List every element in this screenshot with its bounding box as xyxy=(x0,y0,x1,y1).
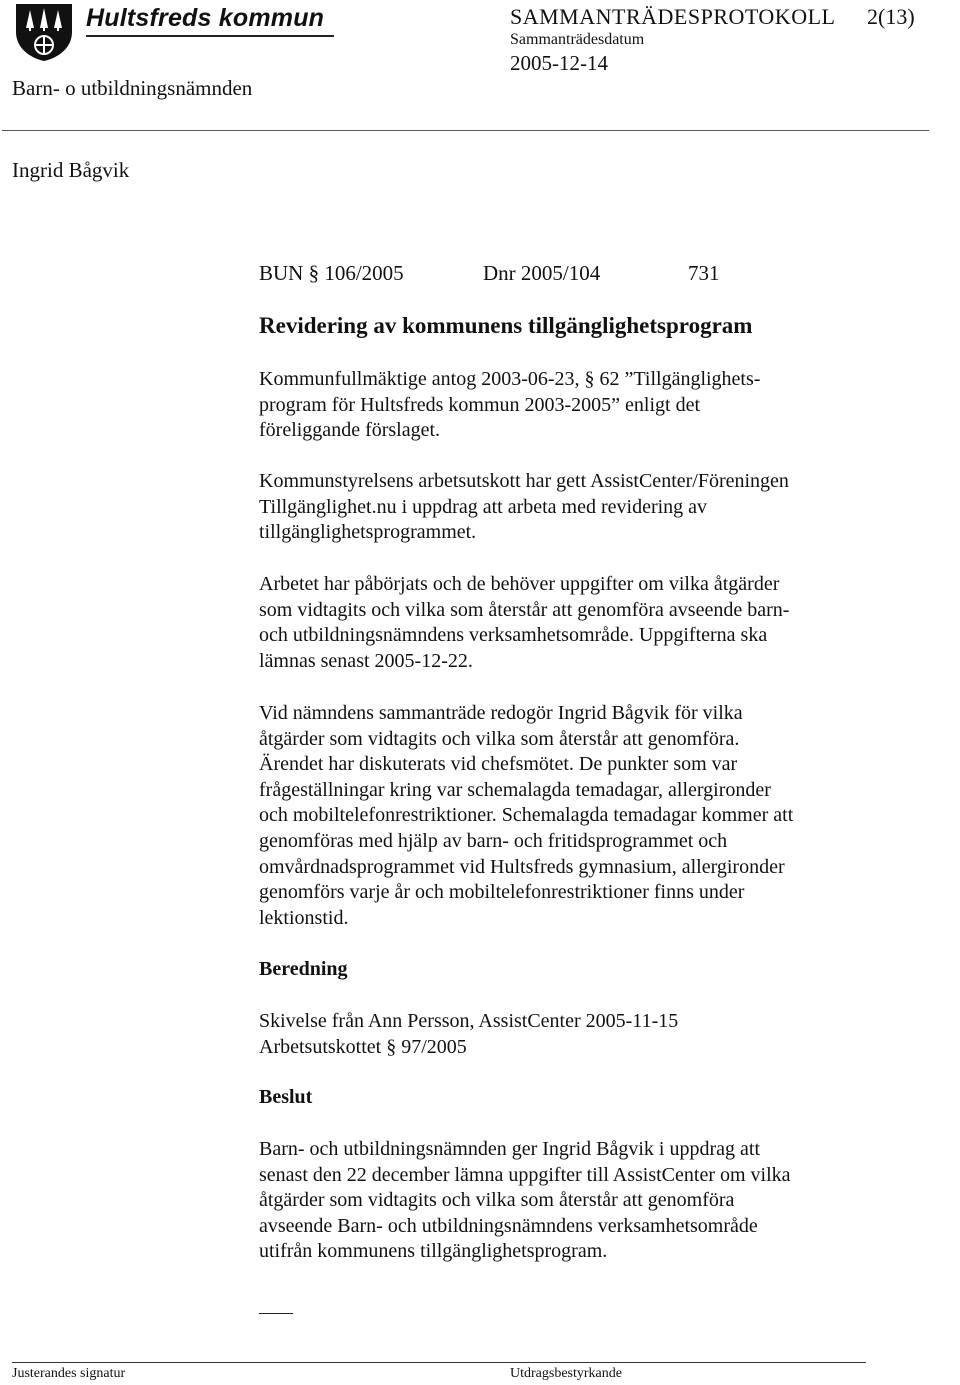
paragraph-line: som vidtagits och vilka som återstår att genomföra avseende barn- xyxy=(259,598,790,621)
paragraph-line: Tillgänglighet.nu i uppdrag att arbeta med revidering av xyxy=(259,495,708,518)
document-title: SAMMANTRÄDESPROTOKOLL xyxy=(510,4,836,29)
brand-underline xyxy=(86,35,334,37)
paragraph-line: utifrån kommunens tillgänglighetsprogram. xyxy=(259,1240,608,1263)
paragraph-line: Kommunfullmäktige antog 2003-06-23, § 62 ”Tillgänglighets- xyxy=(259,368,761,390)
paragraph-line: omvårdnadsprogrammet vid Hultsfreds gymnasium, allergironder xyxy=(259,855,785,878)
paragraph-line: genomföras med hjälp av barn- och fritidsprogrammet och xyxy=(259,829,728,852)
beredning-body xyxy=(259,1009,899,1060)
paragraph-line: lämnas senast 2005-12-22. xyxy=(259,649,473,672)
municipal-crest-icon xyxy=(12,2,76,62)
paragraph-line: Barn- och utbildningsnämnden ger Ingrid Bågvik i uppdrag att xyxy=(259,1138,761,1160)
paragraph-line: Skivelse från Ann Persson, AssistCenter 2005-11-15 xyxy=(259,1010,679,1032)
organization-name: Barn- o utbildningsnämnden xyxy=(12,76,253,100)
paragraph-line: genomförs varje år och mobiltelefonrestriktioner finns under xyxy=(259,881,745,904)
paragraph-2 xyxy=(259,469,899,546)
paragraph-1 xyxy=(259,367,899,444)
paragraph-line: åtgärder som vidtagits och vilka som återstår att genomföra xyxy=(259,1189,735,1212)
archive-code: 731 xyxy=(688,261,720,285)
paragraph-line: program för Hultsfreds kommun 2003-2005” enligt det xyxy=(259,393,701,416)
paragraph-line: lektionstid. xyxy=(259,906,349,929)
bun-reference: BUN § 106/2005 xyxy=(259,261,404,285)
paragraph-line: senast den 22 december lämna uppgifter till AssistCenter om vilka xyxy=(259,1163,791,1186)
paragraph-line: frågeställningar kring var schemalagda temadagar, allergironder xyxy=(259,778,771,801)
paragraph-3 xyxy=(259,572,899,674)
end-marker xyxy=(259,1313,293,1314)
beredning-heading: Beredning xyxy=(259,958,348,980)
paragraph-4 xyxy=(259,701,899,931)
dnr-reference: Dnr 2005/104 xyxy=(483,261,601,285)
paragraph-line: Ärendet har diskuterats vid chefsmötet. De punkter som var xyxy=(259,753,738,776)
paragraph-line: Arbetsutskottet § 97/2005 xyxy=(259,1035,467,1058)
paragraph-line: tillgänglighetsprogrammet. xyxy=(259,521,477,544)
footer-signature-label: Justerandes signatur xyxy=(12,1366,126,1381)
section-heading: Revidering av kommunens tillgänglighetsprogram xyxy=(259,313,753,338)
paragraph-line: Vid nämndens sammanträde redogör Ingrid Bågvik för vilka xyxy=(259,702,743,724)
footer-divider xyxy=(12,1362,866,1363)
paragraph-line: och mobiltelefonrestriktioner. Schemalagda temadagar kommer att xyxy=(259,804,794,827)
paragraph-line: Arbetet har påbörjats och de behöver uppgifter om vilka åtgärder xyxy=(259,573,780,595)
footer-certification-label: Utdragsbestyrkande xyxy=(510,1366,622,1381)
page-number: 2(13) xyxy=(867,4,915,29)
meeting-date-label: Sammanträdesdatum xyxy=(510,31,645,48)
paragraph-line: föreliggande förslaget. xyxy=(259,419,441,442)
header-divider xyxy=(2,130,929,131)
brand-name: Hultsfreds kommun xyxy=(86,4,325,32)
beslut-heading: Beslut xyxy=(259,1086,313,1108)
paragraph-line: och utbildningsnämndens verksamhetsområde. Uppgifterna ska xyxy=(259,624,768,647)
paragraph-line: Kommunstyrelsens arbetsutskott har gett AssistCenter/Föreningen xyxy=(259,470,789,492)
paragraph-line: avseende Barn- och utbildningsnämndens verksamhetsområde xyxy=(259,1214,758,1237)
beslut-body xyxy=(259,1137,899,1265)
meeting-date: 2005-12-14 xyxy=(510,51,608,75)
paragraph-line: åtgärder som vidtagits och vilka som återstår att genomföra. xyxy=(259,727,740,750)
person-name: Ingrid Bågvik xyxy=(12,158,130,182)
